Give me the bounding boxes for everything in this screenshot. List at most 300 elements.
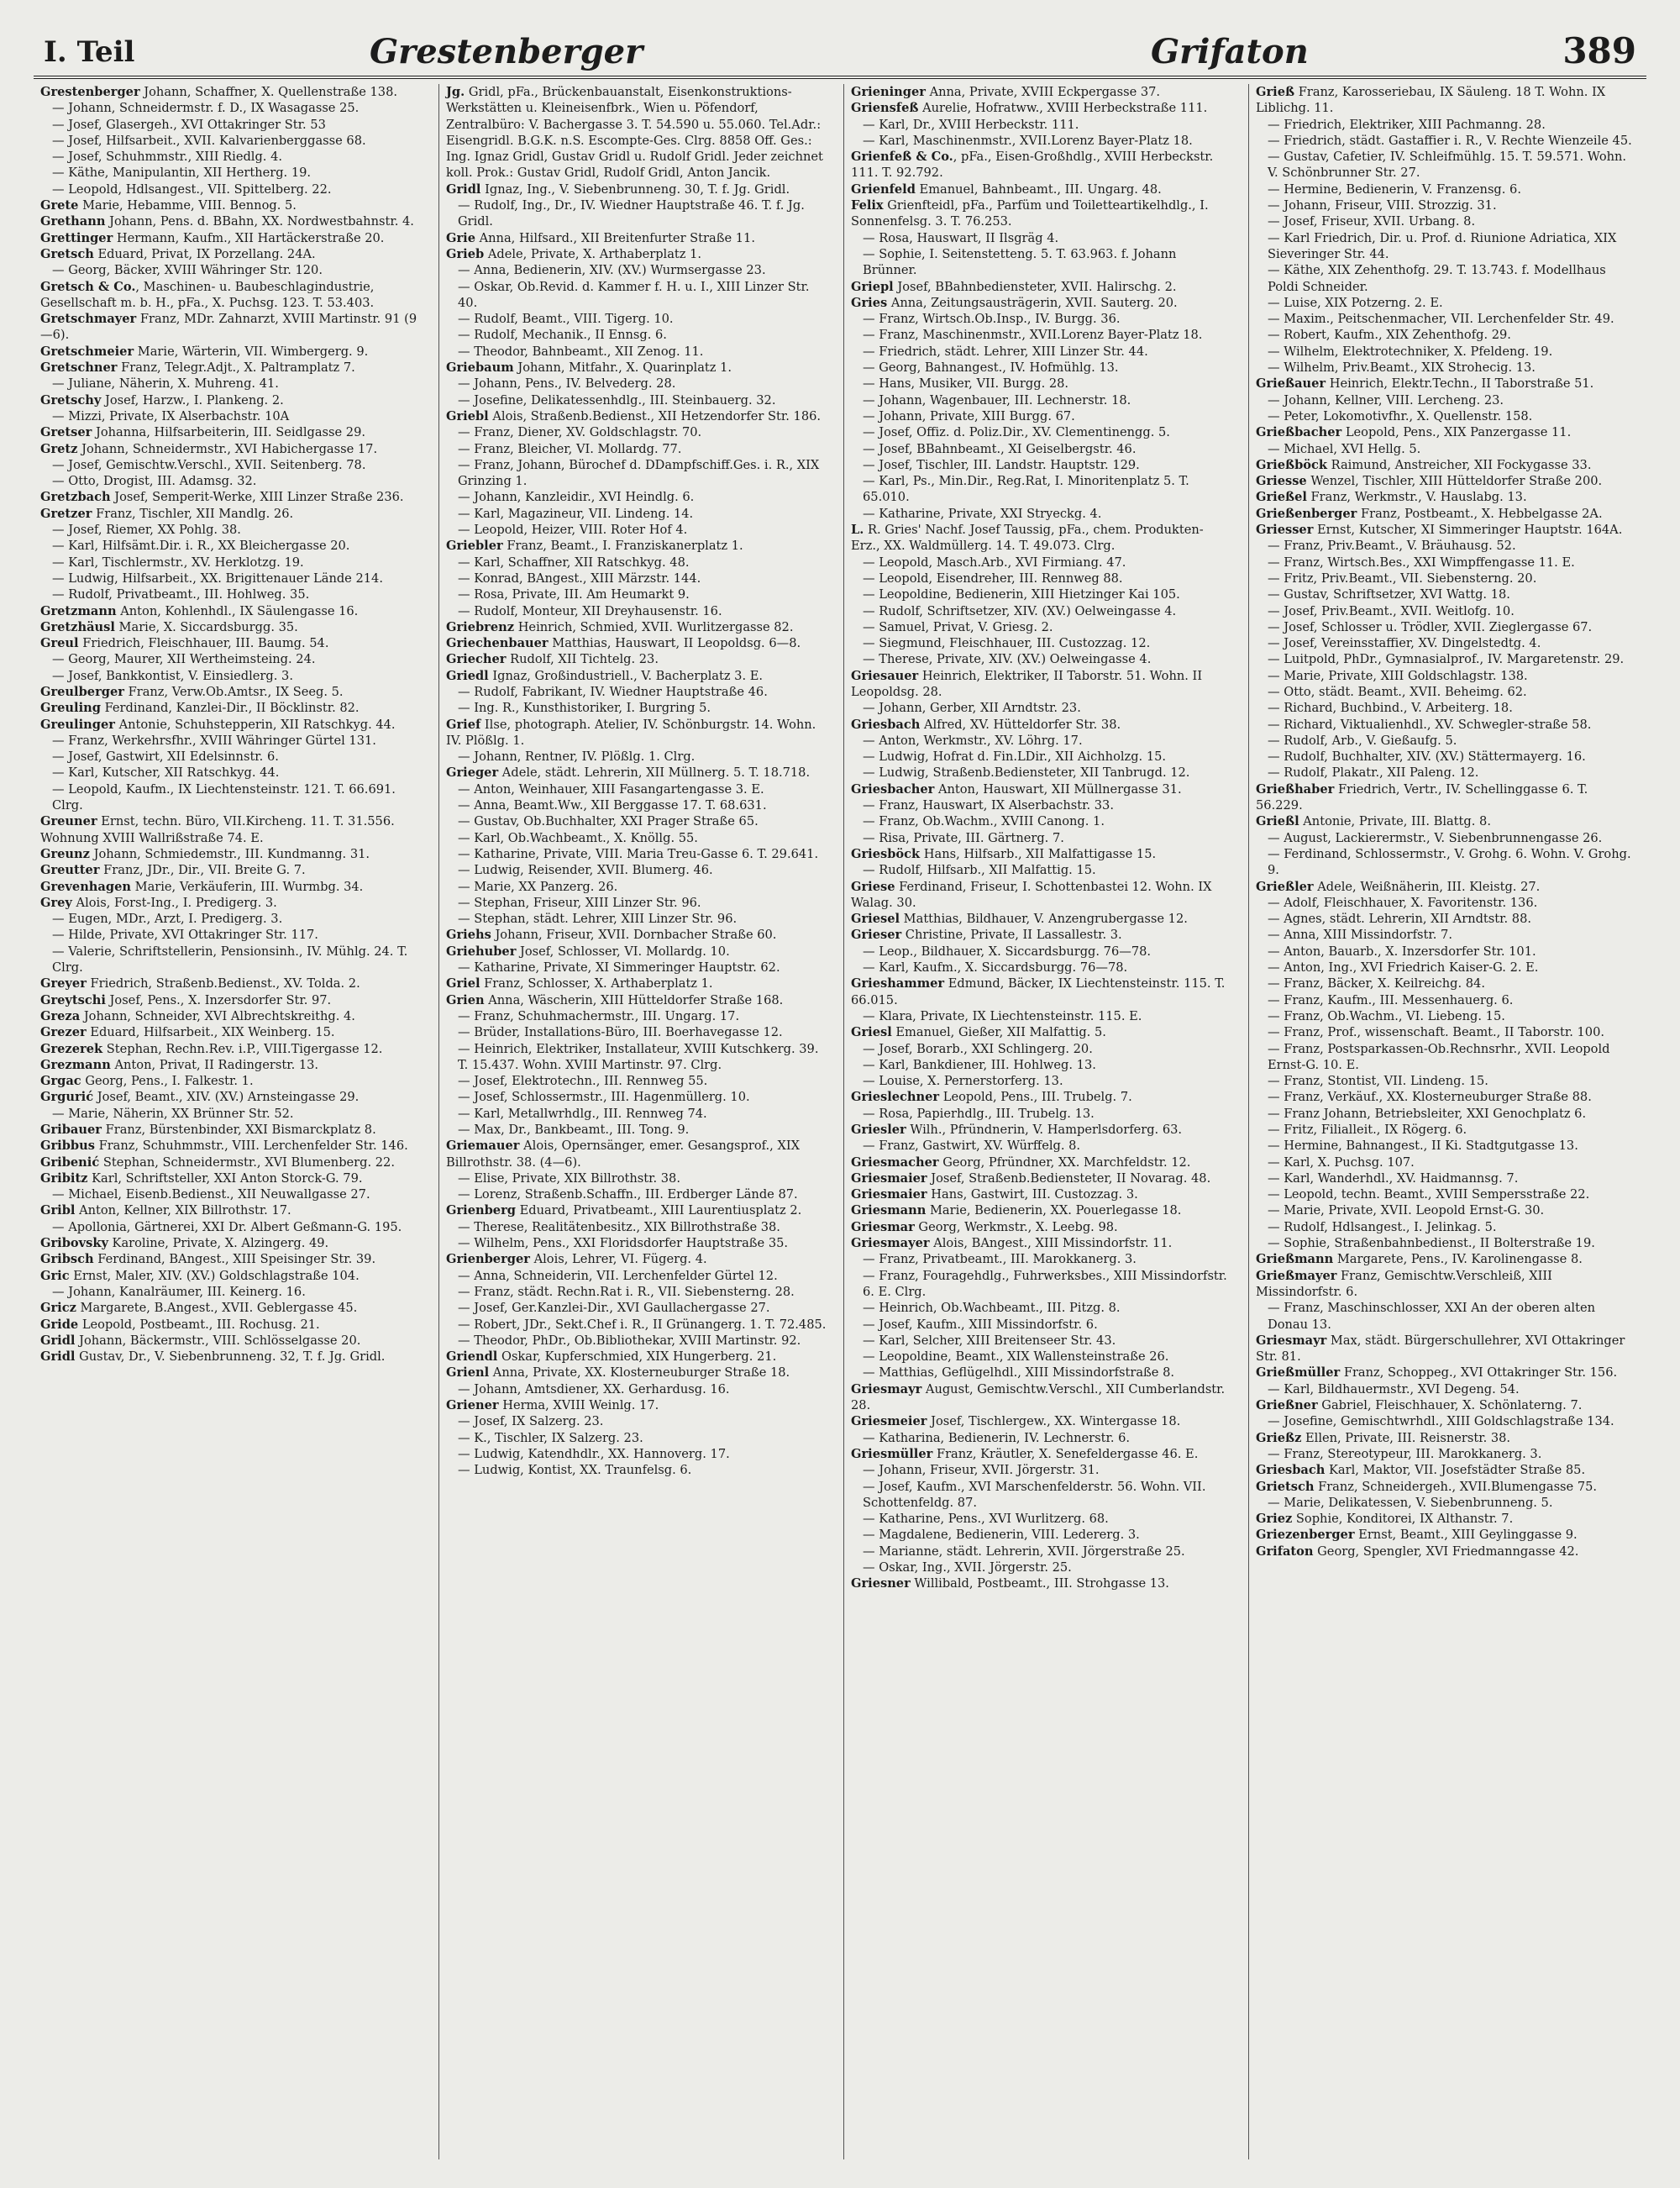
directory-entry: — Josef, Hilfsarbeit., XVII. Kalvarienberggasse 68. — [52, 133, 366, 148]
directory-entry: — Heinrich, Elektriker, Installateur, XVIII Kutschkerg. 39. T. 15.437. Wohn. XVIII Martinstr. 97. Clrg. — [458, 1041, 819, 1072]
directory-entry: Grießmüller Franz, Schoppeg., XVI Ottakringer Str. 156. — [1256, 1365, 1618, 1381]
directory-entry: — Josef, Elektrotechn., III. Rennweg 55. — [458, 1074, 708, 1089]
directory-entry: — Josef, Gemischtw.Verschl., XVII. Seitenberg. 78. — [52, 457, 366, 472]
directory-entry: — Luise, XIX Potzerng. 2. E. — [1268, 295, 1443, 310]
left-running-head: Grestenberger — [370, 32, 643, 71]
directory-entry: Gretschmayer Franz, MDr. Zahnarzt, XVIII Martinstr. 91 (9—6). — [40, 312, 417, 343]
directory-entry: Gridl Johann, Bäckermstr., VIII. Schlösselgasse 20. — [40, 1333, 361, 1348]
directory-entry: Griesmaier Josef, Straßenb.Bediensteter, II Novarag. 48. — [851, 1170, 1211, 1186]
directory-entry: Grietsch Franz, Schneidergeh., XVII.Blumengasse 75. — [1256, 1479, 1598, 1494]
directory-entry: Gride Leopold, Postbeamt., III. Rochusg. 21. — [40, 1317, 320, 1332]
directory-entry: Gridl Gustav, Dr., V. Siebenbrunneng. 32, T. f. Jg. Gridl. — [40, 1349, 386, 1365]
directory-entry: Griesser Ernst, Kutscher, XI Simmeringer Hauptstr. 164A. — [1256, 523, 1623, 538]
directory-entry: — Friedrich, Elektriker, XIII Pachmanng. 28. — [1268, 117, 1546, 132]
directory-entry: — Josef, Gastwirt, XII Edelsinnstr. 6. — [52, 749, 279, 765]
directory-entry: Greyer Friedrich, Straßenb.Bedienst., XV. Tolda. 2. — [40, 976, 360, 991]
directory-entry: — Karl, Hilfsämt.Dir. i. R., XX Bleichergasse 20. — [52, 539, 350, 554]
directory-entry: — Wilhelm, Elektrotechniker, X. Pfeldeng. 19. — [1268, 344, 1553, 359]
directory-entry: Griesmayr Max, städt. Bürgerschullehrer, XVI Ottakringer Str. 81. — [1256, 1333, 1625, 1365]
directory-entry: — Josef, Ger.Kanzlei-Dir., XVI Gaullachergasse 27. — [458, 1301, 770, 1316]
directory-entry: — Anton, Ing., XVI Friedrich Kaiser-G. 2. E. — [1268, 960, 1539, 976]
directory-entry: Grießz Ellen, Private, III. Reisnerstr. 38. — [1256, 1430, 1511, 1445]
directory-entry: Grienfeld Emanuel, Bahnbeamt., III. Ungarg. 48. — [851, 181, 1162, 197]
directory-entry: Griechenbauer Matthias, Hauswart, II Leopoldsg. 6—8. — [446, 636, 801, 651]
directory-entry: — Ludwig, Straßenb.Bediensteter, XII Tanbrugd. 12. — [863, 765, 1190, 781]
directory-entry: — Rudolf, Privatbeamt., III. Hohlweg. 35. — [52, 587, 310, 602]
directory-entry: L. R. Gries' Nachf. Josef Taussig, pFa., chem. Produkten-Erz., XX. Waldmüllerg. 14. T. 49.073. Clrg. — [851, 523, 1204, 554]
directory-entry: Gretz Johann, Schneidermstr., XVI Habichergasse 17. — [40, 441, 378, 456]
directory-entry: — Johann, Gerber, XII Arndtstr. 23. — [863, 701, 1081, 716]
directory-entry: Griener Herma, XVIII Weinlg. 17. — [446, 1398, 659, 1413]
directory-entry: — Josef, Borarb., XXI Schlingerg. 20. — [863, 1041, 1093, 1056]
directory-entry: Griesner Willibald, Postbeamt., III. Strohgasse 13. — [851, 1576, 1169, 1591]
directory-entry: — Oskar, Ing., XVII. Jörgerstr. 25. — [863, 1560, 1072, 1575]
column-1 — [34, 84, 427, 2159]
directory-entry: Griesmayr August, Gemischtw.Verschl., XII Cumberlandstr. 28. — [851, 1381, 1226, 1413]
directory-entry: — Karl Friedrich, Dir. u. Prof. d. Riunione Adriatica, XIX Sieveringer Str. 44. — [1268, 230, 1617, 261]
directory-entry: Grießauer Heinrich, Elektr.Techn., II Taborstraße 51. — [1256, 376, 1594, 392]
directory-entry: Grieslechner Leopold, Pens., III. Trubelg. 7. — [851, 1090, 1132, 1105]
directory-entry: — Gustav, Schriftsetzer, XVI Wattg. 18. — [1268, 587, 1510, 602]
directory-entry: Greuner Ernst, techn. Büro, VII.Kircheng. 11. T. 31.556. Wohnung XVIII Wallrißstraße 74. E. — [40, 814, 395, 845]
directory-entry: — Anna, XIII Missindorfstr. 7. — [1268, 928, 1452, 943]
directory-entry: — Franz, Stereotypeur, III. Marokkanerg. 3. — [1268, 1446, 1542, 1461]
directory-entry: Gretzhäusl Marie, X. Siccardsburgg. 35. — [40, 619, 298, 634]
directory-entry: Greza Johann, Schneider, XVI Albrechtskreithg. 4. — [40, 1008, 355, 1023]
directory-entry: — Franz, Wirtsch.Bes., XXI Wimpffengasse 11. E. — [1268, 555, 1575, 570]
directory-entry: Gricz Margarete, B.Angest., XVII. Geblergasse 45. — [40, 1301, 358, 1316]
directory-entry: Griensfeß Aurelie, Hofratww., XVIII Herbeckstraße 111. — [851, 101, 1208, 116]
directory-entry: — Agnes, städt. Lehrerin, XII Arndtstr. 88. — [1268, 912, 1532, 927]
directory-entry: — Käthe, Manipulantin, XII Hertherg. 19. — [52, 166, 312, 181]
directory-entry: — Franz Johann, Betriebsleiter, XXI Genochplatz 6. — [1268, 1106, 1587, 1121]
directory-entry: — Robert, Kaufm., XIX Zehenthofg. 29. — [1268, 328, 1511, 343]
directory-entry: — Josef, Friseur, XVII. Urbang. 8. — [1268, 214, 1476, 229]
directory-entry: Gretschner Franz, Telegr.Adjt., X. Paltramplatz 7. — [40, 360, 355, 376]
directory-entry: — Katharine, Private, XI Simmeringer Hauptstr. 62. — [458, 960, 780, 976]
directory-entry: Grießel Franz, Werkmstr., V. Hauslabg. 13. — [1256, 490, 1527, 505]
directory-entry: — Maxim., Peitschenmacher, VII. Lerchenfelder Str. 49. — [1268, 312, 1614, 327]
directory-entry: Gretsch & Co., Maschinen- u. Baubeschlagindustrie, Gesellschaft m. b. H., pFa., X. Puchsg. 123. T. 53.403. — [40, 279, 375, 310]
directory-entry: — Gustav, Ob.Buchhalter, XXI Prager Straße 65. — [458, 814, 759, 829]
directory-entry: Jg. Gridl, pFa., Brückenbauanstalt, Eisenkonstruktions-Werkstätten u. Kleineisenfbrk., Wien u. Pöfendorf, Zentralbüro: V. Bachergasse 3. T. 54.590 u. 55.060. Tel.Adr.: Eisengridl. B.G.K. n.S. Escompte-Ges. Clrg. 8858 Off. Ges.: Ing. Ignaz Gridl, Gustav Gridl u. Rudolf Gridl. Jeder zeichnet koll. Prok.: Gustav Gridl, Rudolf Gridl, Anton Jancik. — [446, 85, 823, 181]
directory-entry: — Franz, Fouragehdlg., Fuhrwerksbes., XIII Missindorfstr. 6. E. Clrg. — [863, 1268, 1227, 1299]
directory-entry: — Rudolf, Schriftsetzer, XIV. (XV.) Oelweingasse 4. — [863, 603, 1177, 618]
directory-entry: — Hermine, Bedienerin, V. Franzensg. 6. — [1268, 181, 1521, 197]
directory-entry: — Karl, Selcher, XIII Breitenseer Str. 43. — [863, 1333, 1116, 1348]
directory-entry: — Rosa, Private, III. Am Heumarkt 9. — [458, 587, 690, 602]
directory-entry: Grieger Adele, städt. Lehrerin, XII Müllnerg. 5. T. 18.718. — [446, 765, 811, 781]
directory-entry: Griese Ferdinand, Friseur, I. Schottenbastei 12. Wohn. IX Walag. 30. — [851, 879, 1212, 910]
directory-entry: Grieser Christine, Private, II Lassallestr. 3. — [851, 928, 1122, 943]
directory-entry: Griesböck Hans, Hilfsarb., XII Malfattigasse 15. — [851, 846, 1157, 861]
directory-entry: — Ludwig, Katendhdlr., XX. Hannoverg. 17. — [458, 1446, 730, 1461]
directory-entry: — Franz, Bäcker, X. Keilreichg. 84. — [1268, 976, 1485, 991]
directory-entry: — Karl, Kaufm., X. Siccardsburgg. 76—78. — [863, 960, 1128, 976]
directory-entry: Grienberg Eduard, Privatbeamt., XIII Laurentiusplatz 2. — [446, 1203, 802, 1218]
directory-entry: — Josef, Schuhmmstr., XIII Riedlg. 4. — [52, 150, 283, 165]
directory-entry: — Max, Dr., Bankbeamt., III. Tong. 9. — [458, 1123, 690, 1137]
directory-entry: — Konrad, BAngest., XIII Märzstr. 144. — [458, 571, 701, 586]
directory-entry: — Rudolf, Beamt., VIII. Tigerg. 10. — [458, 312, 674, 327]
directory-entry: — Leopold, techn. Beamt., XVIII Sempersstraße 22. — [1268, 1187, 1590, 1202]
directory-entry: Griesmann Marie, Bedienerin, XX. Pouerlegasse 18. — [851, 1203, 1182, 1218]
directory-entry: — Risa, Private, III. Gärtnerg. 7. — [863, 830, 1064, 845]
directory-entry: Grien Anna, Wäscherin, XIII Hütteldorfer Straße 168. — [446, 992, 784, 1007]
directory-entry: — Johann, Wagenbauer, III. Lechnerstr. 18. — [863, 392, 1131, 408]
directory-entry: — Karl, Schaffner, XII Ratschkyg. 48. — [458, 555, 690, 570]
directory-entry: — Josef, IX Salzerg. 23. — [458, 1414, 604, 1429]
directory-entry: — Karl, Kutscher, XII Ratschkyg. 44. — [52, 765, 280, 781]
directory-entry: Griesel Matthias, Bildhauer, V. Anzengrubergasse 12. — [851, 912, 1188, 927]
directory-entry: — Hilde, Private, XVI Ottakringer Str. 117. — [52, 928, 318, 943]
directory-entry: — Franz, Postsparkassen-Ob.Rechnsrhr., XVII. Leopold Ernst-G. 10. E. — [1268, 1041, 1610, 1072]
directory-entry: Grießböck Raimund, Anstreicher, XII Fockygasse 33. — [1256, 457, 1592, 472]
directory-entry: — Johann, Kanalräumer, III. Keinerg. 16. — [52, 1284, 306, 1299]
directory-entry: — Hermine, Bahnangest., II Ki. Stadtgutgasse 13. — [1268, 1139, 1578, 1154]
directory-entry: Griehs Johann, Friseur, XVII. Dornbacher Straße 60. — [446, 928, 777, 943]
directory-entry: — Heinrich, Ob.Wachbeamt., III. Pitzg. 8. — [863, 1301, 1121, 1316]
directory-entry: — Oskar, Ob.Revid. d. Kammer f. H. u. I., XIII Linzer Str. 40. — [458, 279, 810, 310]
directory-entry: Griesmaier Hans, Gastwirt, III. Custozzag. 3. — [851, 1187, 1138, 1202]
directory-entry: — Samuel, Privat, V. Griesg. 2. — [863, 619, 1053, 634]
directory-entry: Griesmüller Franz, Kräutler, X. Senefeldergasse 46. E. — [851, 1446, 1199, 1461]
directory-entry: — Michael, XVI Hellg. 5. — [1268, 441, 1421, 456]
directory-entry: — Franz, Priv.Beamt., V. Bräuhausg. 52. — [1268, 539, 1516, 554]
directory-entry: Griebrenz Heinrich, Schmied, XVII. Wurlitzergasse 82. — [446, 619, 794, 634]
directory-entry: — Franz, Maschinschlosser, XXI An der oberen alten Donau 13. — [1268, 1301, 1595, 1332]
directory-entry: — Josef, Bankkontist, V. Einsiedlerg. 3. — [52, 668, 293, 683]
directory-entry: — Johann, Schneidermstr. f. D., IX Wasagasse 25. — [52, 101, 360, 116]
directory-entry: — Rudolf, Plakatr., XII Paleng. 12. — [1268, 765, 1479, 781]
directory-entry: — Katharina, Bedienerin, IV. Lechnerstr. 6. — [863, 1430, 1131, 1445]
directory-entry: Griezenberger Ernst, Beamt., XIII Geylinggasse 9. — [1256, 1528, 1578, 1543]
right-running-head: Grifaton — [1151, 32, 1309, 71]
directory-entry: — Klara, Private, IX Liechtensteinstr. 115. E. — [863, 1008, 1142, 1023]
directory-entry: Grießenberger Franz, Postbeamt., X. Hebbelgasse 2A. — [1256, 506, 1603, 521]
directory-entry: — Eugen, MDr., Arzt, I. Predigerg. 3. — [52, 912, 283, 927]
directory-entry: — Josef, Tischler, III. Landstr. Hauptstr. 129. — [863, 457, 1140, 472]
directory-entry: — Leop., Bildhauer, X. Siccardsburgg. 76—78. — [863, 944, 1152, 959]
directory-entry: Griesmeier Josef, Tischlergew., XX. Wintergasse 18. — [851, 1414, 1181, 1429]
directory-entry: — Siegmund, Fleischhauer, III. Custozzag. 12. — [863, 636, 1151, 651]
directory-entry: — Franz, Ob.Wachm., VI. Liebeng. 15. — [1268, 1008, 1505, 1023]
directory-entry: Grie Anna, Hilfsard., XII Breitenfurter Straße 11. — [446, 230, 755, 245]
directory-entry: — Mizzi, Private, IX Alserbachstr. 10A — [52, 408, 290, 423]
directory-entry: Grezer Eduard, Hilfsarbeit., XIX Weinberg. 15. — [40, 1025, 335, 1040]
directory-entry: Greutter Franz, JDr., Dir., VII. Breite G. 7. — [40, 863, 306, 878]
directory-entry: — Ludwig, Hilfsarbeit., XX. Brigittenauer Lände 214. — [52, 571, 383, 586]
directory-entry: — Rudolf, Monteur, XII Dreyhausenstr. 16. — [458, 603, 722, 618]
directory-entry: — Elise, Private, XIX Billrothstr. 38. — [458, 1170, 680, 1186]
directory-entry: — Otto, städt. Beamt., XVII. Beheimg. 62. — [1268, 684, 1527, 699]
directory-entry: — Matthias, Geflügelhdl., XIII Missindorfstraße 8. — [863, 1365, 1175, 1381]
directory-entry: — Franz, städt. Rechn.Rat i. R., VII. Siebensterng. 28. — [458, 1284, 795, 1299]
directory-entry: Grevenhagen Marie, Verkäuferin, III. Wurmbg. 34. — [40, 879, 364, 894]
directory-entry: — Josef, Kaufm., XVI Marschenfelderstr. 56. Wohn. VII. Schottenfeldg. 87. — [863, 1479, 1206, 1510]
directory-entry: — Karl, Magazineur, VII. Lindeng. 14. — [458, 506, 694, 521]
directory-entry: — Franz, Prof., wissenschaft. Beamt., II Taborstr. 100. — [1268, 1025, 1605, 1040]
directory-entry: — Josef, Riemer, XX Pohlg. 38. — [52, 523, 241, 538]
directory-entry: — Johann, Rentner, IV. Plößlg. 1. Clrg. — [458, 749, 696, 765]
directory-entry: Griesbach Karl, Maktor, VII. Josefstädter Straße 85. — [1256, 1463, 1586, 1478]
directory-entry: — Anton, Bauarb., X. Inzersdorfer Str. 101. — [1268, 944, 1536, 959]
directory-entry: — Franz, Ob.Wachm., XVIII Canong. 1. — [863, 814, 1105, 829]
directory-entry: — Louise, X. Pernerstorferg. 13. — [863, 1074, 1063, 1089]
directory-entry: — Marie, Private, XVII. Leopold Ernst-G. 30. — [1268, 1203, 1545, 1218]
directory-entry: — Franz, Maschinenmstr., XVII.Lorenz Bayer-Platz 18. — [863, 328, 1203, 343]
directory-entry: Grezmann Anton, Privat, II Radingerstr. 13. — [40, 1057, 319, 1072]
directory-entry: — Josef, Schlossermstr., III. Hagenmüllerg. 10. — [458, 1090, 750, 1105]
directory-entry: — Katharine, Pens., XVI Wurlitzerg. 68. — [863, 1512, 1109, 1527]
directory-entry: — Johann, Kellner, VIII. Lercheng. 23. — [1268, 392, 1504, 408]
directory-entry: Grgac Georg, Pens., I. Falkestr. 1. — [40, 1074, 254, 1089]
directory-entry: Grieshammer Edmund, Bäcker, IX Liechtensteinstr. 115. T. 66.015. — [851, 976, 1226, 1007]
directory-entry: — Adolf, Fleischhauer, X. Favoritenstr. 136. — [1268, 895, 1538, 910]
directory-entry: Griesse Wenzel, Tischler, XIII Hütteldorfer Straße 200. — [1256, 474, 1603, 489]
directory-entry: — Therese, Realitätenbesitz., XIX Billrothstraße 38. — [458, 1219, 780, 1234]
directory-entry: Grießler Adele, Weißnäherin, III. Kleistg. 27. — [1256, 879, 1541, 894]
directory-entry: — Katharine, Private, VIII. Maria Treu-Gasse 6. T. 29.641. — [458, 846, 819, 861]
directory-entry: — Friedrich, städt. Lehrer, XIII Linzer Str. 44. — [863, 344, 1148, 359]
directory-entry: — Georg, Bahnangest., IV. Hofmühlg. 13. — [863, 360, 1119, 376]
part-label: I. Teil — [44, 35, 135, 69]
directory-entry: — Marie, Delikatessen, V. Siebenbrunneng. 5. — [1268, 1495, 1553, 1510]
directory-entry: — Leopold, Heizer, VIII. Roter Hof 4. — [458, 523, 688, 538]
directory-entry: Grießhaber Friedrich, Vertr., IV. Schellinggasse 6. T. 56.229. — [1256, 781, 1588, 813]
directory-entry: — Franz, Schuhmachermstr., III. Ungarg. 17. — [458, 1008, 740, 1023]
directory-entry: — Karl, Ps., Min.Dir., Reg.Rat, I. Minoritenplatz 5. T. 65.010. — [863, 474, 1189, 505]
directory-entry: — Rudolf, Hdlsangest., I. Jelinkag. 5. — [1268, 1219, 1497, 1234]
directory-entry: Gribsch Ferdinand, BAngest., XIII Speisinger Str. 39. — [40, 1252, 376, 1267]
directory-entry: Gries Anna, Zeitungsausträgerin, XVII. Sauterg. 20. — [851, 295, 1178, 310]
directory-entry: Grienberger Alois, Lehrer, VI. Fügerg. 4. — [446, 1252, 707, 1267]
directory-entry: — Ludwig, Reisender, XVII. Blumerg. 46. — [458, 863, 713, 878]
directory-entry: Griesmar Georg, Werkmstr., X. Leebg. 98. — [851, 1219, 1118, 1234]
directory-entry: — Therese, Private, XIV. (XV.) Oelweingasse 4. — [863, 652, 1152, 667]
page-number: 389 — [1562, 30, 1636, 71]
directory-entry: — Franz, Hauswart, IX Alserbachstr. 33. — [863, 798, 1114, 813]
directory-entry: Griebler Franz, Beamt., I. Franziskanerplatz 1. — [446, 539, 743, 554]
directory-entry: Grieb Adele, Private, X. Arthaberplatz 1. — [446, 246, 702, 261]
directory-entry: Gretser Johanna, Hilfsarbeiterin, III. Seidlgasse 29. — [40, 425, 366, 440]
directory-entry: — Sophie, I. Seitenstetteng. 5. T. 63.963. f. Johann Brünner. — [863, 246, 1177, 278]
directory-entry: Grießbacher Leopold, Pens., XIX Panzergasse 11. — [1256, 425, 1572, 440]
directory-entry: — Leopoldine, Beamt., XIX Wallensteinstraße 26. — [863, 1349, 1169, 1365]
directory-entry: — Rosa, Hauswart, II Ilsgräg 4. — [863, 230, 1059, 245]
directory-entry: Grießl Antonie, Private, III. Blattg. 8. — [1256, 814, 1491, 829]
directory-entry: Greul Friedrich, Fleischhauer, III. Baumg. 54. — [40, 636, 329, 651]
column-4 — [1248, 84, 1642, 2159]
directory-entry: — Karl, Ob.Wachbeamt., X. Knöllg. 55. — [458, 830, 698, 845]
directory-entry: Griehuber Josef, Schlosser, VI. Mollardg. 10. — [446, 944, 730, 959]
directory-entry: Gretzmann Anton, Kohlenhdl., IX Säulengasse 16. — [40, 603, 359, 618]
directory-entry: — Josef, Kaufm., XIII Missindorfstr. 6. — [863, 1317, 1098, 1332]
directory-entry: — Rudolf, Fabrikant, IV. Wiedner Hauptstraße 46. — [458, 684, 768, 699]
directory-entry: — Leopold, Kaufm., IX Liechtensteinstr. 121. T. 66.691. Clrg. — [52, 781, 396, 813]
directory-entry: — Georg, Bäcker, XVIII Währinger Str. 120. — [52, 263, 323, 278]
directory-entry: Griedl Ignaz, Großindustriell., V. Bacherplatz 3. E. — [446, 668, 764, 683]
directory-entry: — Franz, Gastwirt, XV. Würffelg. 8. — [863, 1139, 1081, 1154]
directory-entry: Grifaton Georg, Spengler, XVI Friedmanngasse 42. — [1256, 1544, 1579, 1559]
directory-entry: Greytschi Josef, Pens., X. Inzersdorfer Str. 97. — [40, 992, 332, 1007]
directory-entry: Griesauer Heinrich, Elektriker, II Taborstr. 51. Wohn. II Leopoldsg. 28. — [851, 668, 1203, 699]
directory-entry: — Leopold, Masch.Arb., XVI Firmiang. 47. — [863, 555, 1126, 570]
directory-entry: — Josef, Glasergeh., XVI Ottakringer Str. 53 — [52, 117, 326, 132]
directory-entry: — Johann, Friseur, VIII. Strozzig. 31. — [1268, 198, 1497, 213]
directory-entry: — Karl, Dr., XVIII Herbeckstr. 111. — [863, 117, 1079, 132]
directory-entry: Griemauer Alois, Opernsänger, emer. Gesangsprof., XIX Billrothstr. 38. (4—6). — [446, 1139, 800, 1170]
directory-entry: — Franz, Wirtsch.Ob.Insp., IV. Burgg. 36. — [863, 312, 1121, 327]
directory-entry: — Ludwig, Hofrat d. Fin.LDir., XII Aichholzg. 15. — [863, 749, 1167, 765]
directory-entry: — Franz, Verkäuf., XX. Klosterneuburger Straße 88. — [1268, 1090, 1592, 1105]
directory-entry: Griepl Josef, BBahnbediensteter, XVII. Halirschg. 2. — [851, 279, 1177, 294]
directory-entry: — Theodor, Bahnbeamt., XII Zenog. 11. — [458, 344, 704, 359]
directory-entry: Grethann Johann, Pens. d. BBahn, XX. Nordwestbahnstr. 4. — [40, 214, 414, 229]
directory-entry: — Käthe, XIX Zehenthofg. 29. T. 13.743. f. Modellhaus Poldi Schneider. — [1268, 263, 1606, 294]
directory-entry: Grgurić Josef, Beamt., XIV. (XV.) Arnsteingasse 29. — [40, 1090, 360, 1105]
directory-entry: — Michael, Eisenb.Bedienst., XII Neuwallgasse 27. — [52, 1187, 370, 1202]
directory-entry: — Otto, Drogist, III. Adamsg. 32. — [52, 474, 257, 489]
directory-entry: — Josef, BBahnbeamt., XI Geiselbergstr. 46. — [863, 441, 1137, 456]
directory-entry: Gribovsky Karoline, Private, X. Alzingerg. 49. — [40, 1236, 329, 1251]
directory-entry: Grey Alois, Forst-Ing., I. Predigerg. 3. — [40, 895, 277, 910]
directory-entry: Grestenberger Johann, Schaffner, X. Quellenstraße 138. — [40, 85, 398, 99]
directory-entry: — Josef, Offiz. d. Poliz.Dir., XV. Clementinengg. 5. — [863, 425, 1170, 440]
directory-entry: Griez Sophie, Konditorei, IX Althanstr. 7. — [1256, 1512, 1514, 1527]
directory-entry: — Franz, Werkehrsfhr., XVIII Währinger Gürtel 131. — [52, 733, 376, 748]
directory-entry: — Valerie, Schriftstellerin, Pensionsinh., IV. Mühlg. 24. T. Clrg. — [52, 944, 408, 976]
directory-entry: — Karl, Tischlermstr., XV. Herklotzg. 19. — [52, 555, 304, 570]
directory-entry: — Leopold, Hdlsangest., VII. Spittelberg. 22. — [52, 181, 332, 197]
directory-entry: Gribauer Franz, Bürstenbinder, XXI Bismarckplatz 8. — [40, 1123, 376, 1137]
directory-entry: — Johann, Friseur, XVII. Jörgerstr. 31. — [863, 1463, 1100, 1478]
directory-entry: Griesbach Alfred, XV. Hütteldorfer Str. 38. — [851, 717, 1121, 732]
directory-entry: — Marie, Näherin, XX Brünner Str. 52. — [52, 1106, 294, 1121]
directory-entry: — Richard, Viktualienhdl., XV. Schwegler-straße 58. — [1268, 717, 1592, 732]
directory-entry: — Rudolf, Arb., V. Gießaufg. 5. — [1268, 733, 1457, 748]
directory-entry: Gretzer Franz, Tischler, XII Mandlg. 26. — [40, 506, 294, 521]
directory-entry: — Gustav, Cafetier, IV. Schleifmühlg. 15. T. 59.571. Wohn. V. Schönbrunner Str. 27. — [1268, 150, 1627, 181]
directory-entry: — Josef, Priv.Beamt., XVII. Weitlofg. 10. — [1268, 603, 1515, 618]
directory-entry: Grienl Anna, Private, XX. Klosterneuburger Straße 18. — [446, 1365, 790, 1381]
directory-entry: — Lorenz, Straßenb.Schaffn., III. Erdberger Lände 87. — [458, 1187, 798, 1202]
column-2 — [438, 84, 832, 2159]
directory-entry: Grieninger Anna, Private, XVIII Eckpergasse 37. — [851, 85, 1161, 99]
directory-entry: — Hans, Musiker, VII. Burgg. 28. — [863, 376, 1069, 392]
directory-entry: Grettinger Hermann, Kaufm., XII Hartäckerstraße 20. — [40, 230, 385, 245]
directory-entry: Griesmayer Alois, BAngest., XIII Missindorfstr. 11. — [851, 1236, 1173, 1251]
directory-entry: — Stephan, Friseur, XIII Linzer Str. 96. — [458, 895, 701, 910]
directory-entry: — Marianne, städt. Lehrerin, XVII. Jörgerstraße 25. — [863, 1544, 1185, 1559]
directory-entry: — Anton, Weinhauer, XIII Fasangartengasse 3. E. — [458, 781, 764, 797]
directory-entry: — Leopoldine, Bedienerin, XIII Hietzinger Kai 105. — [863, 587, 1180, 602]
directory-entry: Greuling Ferdinand, Kanzlei-Dir., II Böcklinstr. 82. — [40, 701, 360, 716]
directory-entry: — Josef, Schlosser u. Trödler, XVII. Zieglergasse 67. — [1268, 619, 1593, 634]
directory-entry: — Franz, Bleicher, VI. Mollardg. 77. — [458, 441, 682, 456]
directory-entry: — Friedrich, städt. Gastaffier i. R., V. Rechte Wienzeile 45. — [1268, 133, 1632, 148]
directory-entry: — Johann, Pens., IV. Belvederg. 28. — [458, 376, 676, 392]
directory-entry: — Georg, Maurer, XII Wertheimsteing. 24. — [52, 652, 316, 667]
directory-entry: Griel Franz, Schlosser, X. Arthaberplatz 1. — [446, 976, 713, 991]
directory-entry: Gretsch Eduard, Privat, IX Porzellang. 24A. — [40, 246, 316, 261]
directory-entry: — Richard, Buchbind., V. Arbeiterg. 18. — [1268, 701, 1513, 716]
directory-entry: — Luitpold, PhDr., Gymnasialprof., IV. Margaretenstr. 29. — [1268, 652, 1625, 667]
directory-entry: — Peter, Lokomotivfhr., X. Quellenstr. 158. — [1268, 408, 1533, 423]
directory-entry: Grießner Gabriel, Fleischhauer, X. Schönlaterng. 7. — [1256, 1398, 1583, 1413]
directory-entry: — Leopold, Eisendreher, III. Rennweg 88. — [863, 571, 1123, 586]
directory-entry: Greulinger Antonie, Schuhstepperin, XII Ratschkyg. 44. — [40, 717, 396, 732]
directory-entry: — Marie, XX Panzerg. 26. — [458, 879, 618, 894]
directory-entry: — Franz, Stontist, VII. Lindeng. 15. — [1268, 1074, 1488, 1089]
directory-entry: — Fritz, Filialleit., IX Rögerg. 6. — [1268, 1123, 1467, 1137]
directory-entry: — Franz, Johann, Bürochef d. DDampfschiff.Ges. i. R., XIX Grinzing 1. — [458, 457, 820, 489]
directory-entry: — Josef, Vereinsstaffier, XV. Dingelstedtg. 4. — [1268, 636, 1541, 651]
directory-entry: Gretschmeier Marie, Wärterin, VII. Wimbergerg. 9. — [40, 344, 369, 359]
directory-entry: — K., Tischler, IX Salzerg. 23. — [458, 1430, 643, 1445]
directory-entry: — Anna, Schneiderin, VII. Lerchenfelder Gürtel 12. — [458, 1268, 778, 1283]
directory-entry: Griendl Oskar, Kupferschmied, XIX Hungerberg. 21. — [446, 1349, 777, 1365]
directory-entry: — Karl, Metallwrhdlg., III. Rennweg 74. — [458, 1106, 707, 1121]
directory-entry: — Karl, Bankdiener, III. Hohlweg. 13. — [863, 1057, 1096, 1072]
directory-entry: — Johann, Kanzleidir., XVI Heindlg. 6. — [458, 490, 695, 505]
directory-entry: Griecher Rudolf, XII Tichtelg. 23. — [446, 652, 659, 667]
directory-entry: — Franz, Privatbeamt., III. Marokkanerg. 3. — [863, 1252, 1137, 1267]
directory-entry: — Robert, JDr., Sekt.Chef i. R., II Grünangerg. 1. T. 72.485. — [458, 1317, 827, 1332]
directory-entry: Grief Ilse, photograph. Atelier, IV. Schönburgstr. 14. Wohn. IV. Plößlg. 1. — [446, 717, 816, 748]
directory-entry: — Josefine, Gemischtwrhdl., XIII Goldschlagstraße 134. — [1268, 1414, 1614, 1429]
directory-entry: — Rudolf, Hilfsarb., XII Malfattig. 15. — [863, 863, 1096, 878]
directory-entry: — Katharine, Private, XXI Stryeckg. 4. — [863, 506, 1102, 521]
directory-entry: — Fritz, Priv.Beamt., VII. Siebensterng. 20. — [1268, 571, 1537, 586]
directory-entry: — Johann, Private, XIII Burgg. 67. — [863, 408, 1075, 423]
directory-entry: Grienfeß & Co., pFa., Eisen-Großhdlg., XVIII Herbeckstr. 111. T. 92.792. — [851, 150, 1214, 181]
directory-entry: Greulberger Franz, Verw.Ob.Amtsr., IX Seeg. 5. — [40, 684, 344, 699]
directory-entry: Grete Marie, Hebamme, VIII. Bennog. 5. — [40, 198, 297, 213]
directory-entry: Gretschy Josef, Harzw., I. Plankeng. 2. — [40, 392, 284, 408]
directory-entry: — Anton, Werkmstr., XV. Löhrg. 17. — [863, 733, 1083, 748]
directory-entry: — Wilhelm, Pens., XXI Floridsdorfer Hauptstraße 35. — [458, 1236, 789, 1251]
directory-entry: — Franz, Kaufm., III. Messenhauerg. 6. — [1268, 992, 1514, 1007]
directory-entry: Gretzbach Josef, Semperit-Werke, XIII Linzer Straße 236. — [40, 490, 404, 505]
directory-entry: Griebaum Johann, Mitfahr., X. Quarinplatz 1. — [446, 360, 732, 376]
directory-entry: — Marie, Private, XIII Goldschlagstr. 138. — [1268, 668, 1528, 683]
directory-entry: Gribl Anton, Kellner, XIX Billrothstr. 17. — [40, 1203, 291, 1218]
directory-entry: — Karl, Bildhauermstr., XVI Degeng. 54. — [1268, 1381, 1520, 1396]
directory-entry: Grießmann Margarete, Pens., IV. Karolinengasse 8. — [1256, 1252, 1583, 1267]
directory-entry: — Anna, Bedienerin, XIV. (XV.) Wurmsergasse 23. — [458, 263, 766, 278]
directory-entry: — Wilhelm, Priv.Beamt., XIX Strohecig. 13. — [1268, 360, 1536, 376]
directory-entry: Gridl Ignaz, Ing., V. Siebenbrunneng. 30, T. f. Jg. Gridl. — [446, 181, 790, 197]
directory-entry: — Rudolf, Buchhalter, XIV. (XV.) Stättermayerg. 16. — [1268, 749, 1586, 765]
directory-entry: — Ludwig, Kontist, XX. Traunfelsg. 6. — [458, 1463, 692, 1478]
directory-entry: Griesmacher Georg, Pfründner, XX. Marchfeldstr. 12. — [851, 1154, 1191, 1170]
directory-entry: Grießmayer Franz, Gemischtw.Verschleiß, XIII Missindorfstr. 6. — [1256, 1268, 1552, 1299]
directory-entry: — Ing. R., Kunsthistoriker, I. Burgring 5. — [458, 701, 711, 716]
directory-entry: — Ferdinand, Schlossermstr., V. Grohg. 6. Wohn. V. Grohg. 9. — [1268, 846, 1631, 878]
directory-entry: Griesler Wilh., Pfründnerin, V. Hamperlsdorferg. 63. — [851, 1123, 1183, 1137]
directory-entry: Gribitz Karl, Schriftsteller, XXI Anton Storck-G. 79. — [40, 1170, 363, 1186]
directory-entry: — Karl, Wanderhdl., XV. Haidmannsg. 7. — [1268, 1170, 1519, 1186]
column-3 — [843, 84, 1237, 2159]
directory-entry: — Apollonia, Gärtnerei, XXI Dr. Albert Geßmann-G. 195. — [52, 1219, 402, 1234]
directory-entry: Griesl Emanuel, Gießer, XII Malfattig. 5. — [851, 1025, 1106, 1040]
directory-entry: — Rosa, Papierhdlg., III. Trubelg. 13. — [863, 1106, 1095, 1121]
directory-entry: — Johann, Amtsdiener, XX. Gerhardusg. 16. — [458, 1381, 730, 1396]
directory-entry: Felix Grienfteidl, pFa., Parfüm und Toiletteartikelhdlg., I. Sonnenfelsg. 3. T. 76.253. — [851, 198, 1209, 229]
directory-entry: — Sophie, Straßenbahnbedienst., II Bolterstraße 19. — [1268, 1236, 1595, 1251]
directory-entry: Griesbacher Anton, Hauswart, XII Müllnergasse 31. — [851, 781, 1182, 797]
